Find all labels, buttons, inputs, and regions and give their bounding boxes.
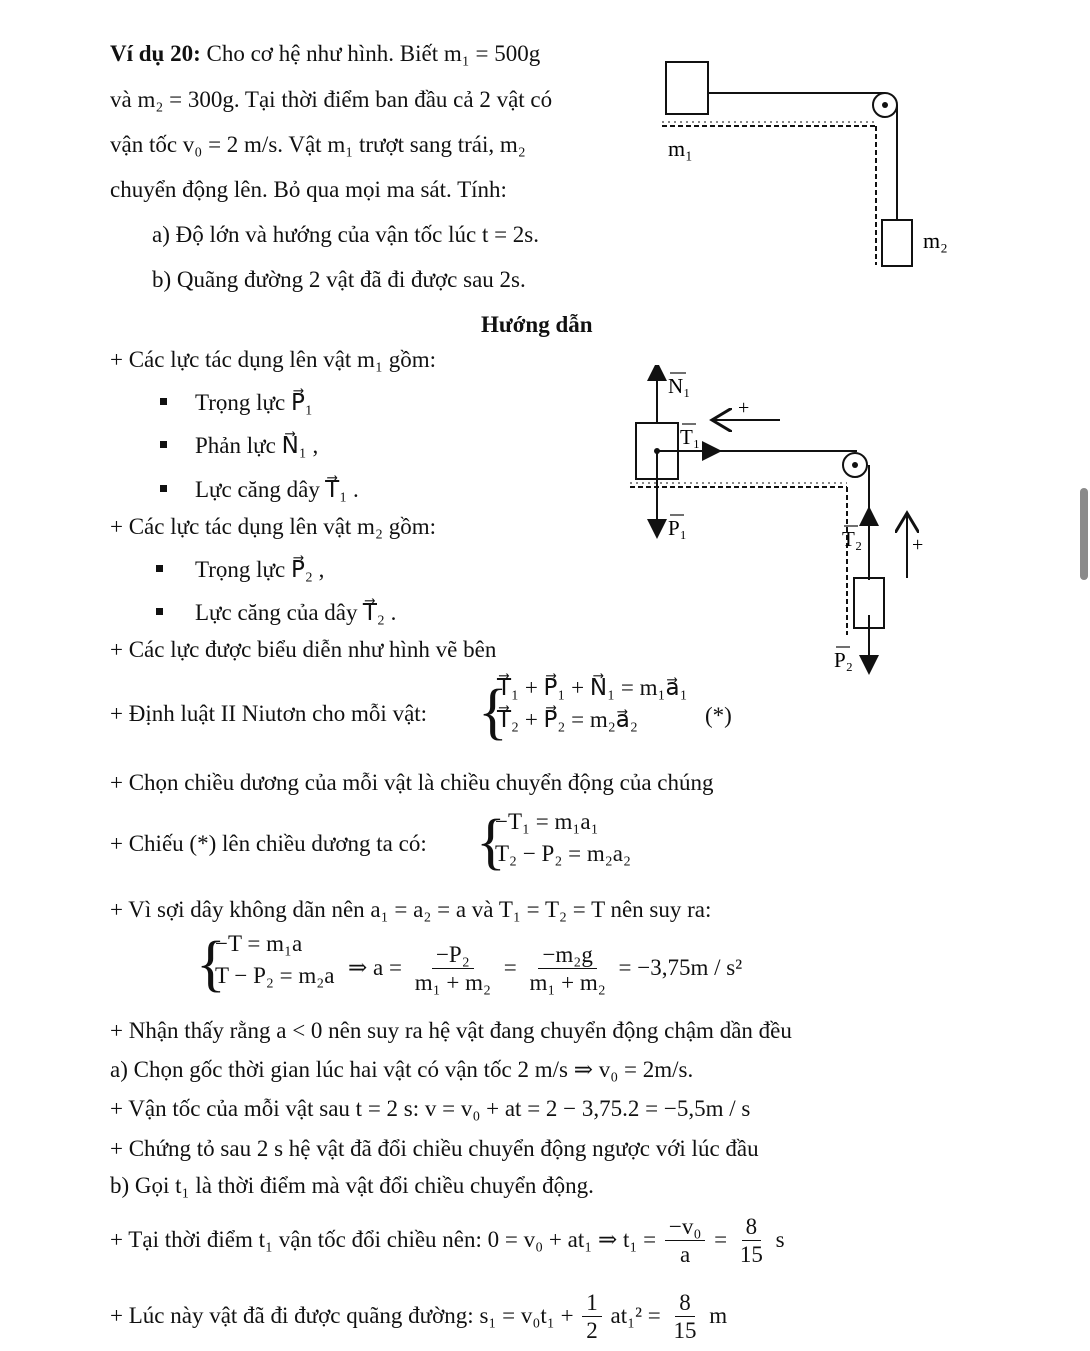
observation: + Nhận thấy rằng a < 0 nên suy ra hệ vật đang chuyển động chậm dần đều	[110, 1018, 792, 1043]
sys-eq1: −T = m₁a	[215, 931, 303, 956]
newton-label: + Định luật II Niutơn cho mỗi vật:	[110, 701, 428, 726]
proj-eq2: T₂ − P₂ = m₂a₂	[495, 841, 631, 866]
fraction: $\frac{8}{15}$	[739, 1214, 763, 1268]
block-m2	[882, 220, 912, 266]
newton-eq1: T⃗₁ + P⃗₁ + N⃗₁ = m₁a⃗₁	[497, 675, 688, 700]
star-label: (*)	[705, 703, 732, 728]
label-n1: N₁	[668, 374, 691, 398]
block-m1	[666, 62, 708, 114]
bullet	[160, 441, 167, 448]
newton-eq2: T⃗₂ + P⃗₂ = m₂a⃗₂	[497, 707, 638, 732]
question-b: b) Quãng đường 2 vật đã đi được sau 2s.	[152, 267, 526, 292]
projection-label: + Chiếu (*) lên chiều dương ta có:	[110, 831, 427, 856]
force-diagram	[620, 365, 940, 685]
pulley-figure	[640, 50, 970, 280]
proj-eq1: −T₁ = m₁a₁	[495, 809, 599, 834]
problem-line-3: vận tốc v₀ = 2 m/s. Vật m₁ trượt sang trái, m₂	[110, 132, 526, 157]
problem-line-4: chuyển động lên. Bỏ qua mọi ma sát. Tính:	[110, 177, 507, 202]
sys-eq2: T − P₂ = m₂a	[215, 963, 335, 988]
force-t2: Lực căng của dây T⃗₂ .	[195, 600, 397, 625]
label-t1: T₁	[680, 425, 701, 449]
bullet	[160, 398, 167, 405]
projection-system	[495, 806, 631, 870]
example-title: Ví dụ 20:	[110, 41, 201, 66]
forces-shown: + Các lực được biểu diễn như hình vẽ bên	[110, 637, 497, 662]
force-p2: Trọng lực P⃗₂ ,	[195, 557, 325, 582]
bullet	[156, 608, 163, 615]
acceleration-formula: ⇒ a = $\frac{\text{−P₂}}{\text{m₁ + m₂}}$ = $\frac{\text{−m₂g}}{\text{m₁ + m₂}}$ = −3,75m / s²	[348, 942, 743, 996]
fraction: $\frac{1}{2}$	[582, 1290, 602, 1345]
forces-m2-heading: + Các lực tác dụng lên vật m₂ gồm:	[110, 514, 436, 539]
fraction: $\frac{8}{15}$	[673, 1290, 697, 1344]
inextensible-rope: + Vì sợi dây không dãn nên a₁ = a₂ = a và T₁ = T₂ = T nên suy ra:	[110, 897, 712, 922]
velocity-calc: + Vận tốc của mỗi vật sau t = 2 s: v = v₀ + at = 2 − 3,75.2 = −5,5m / s	[110, 1096, 751, 1121]
newton-system	[497, 672, 688, 736]
combined-system	[215, 928, 335, 992]
forces-m1-heading: + Các lực tác dụng lên vật m₁ gồm:	[110, 347, 436, 372]
brace: {	[196, 930, 226, 998]
plus-sign-m1: +	[738, 397, 750, 419]
bullet	[156, 565, 163, 572]
problem-line-2: và m₂ = 300g. Tại thời điểm ban đầu cả 2 vật có	[110, 87, 553, 112]
label-m1: m₁	[668, 136, 693, 161]
part-b: b) Gọi t₁ là thời điểm mà vật đổi chiều chuyển động.	[110, 1173, 594, 1198]
label-p1: P₁	[668, 516, 688, 540]
question-a: a) Độ lớn và hướng của vận tốc lúc t = 2s.	[152, 222, 540, 247]
guide-heading: Hướng dẫn	[481, 312, 593, 337]
problem-line-1: Ví dụ 20: Cho cơ hệ như hình. Biết m₁ = 500g	[110, 41, 541, 66]
force-n1: Phản lực N⃗₁ ,	[195, 433, 319, 458]
fraction: $\frac{\text{−P₂}}{\text{m₁ + m₂}}$	[414, 942, 491, 996]
force-t1: Lực căng dây T⃗₁ .	[195, 477, 359, 502]
brace: {	[478, 678, 508, 746]
t1-calc: + Tại thời điểm t₁ vận tốc đổi chiều nên: 0 = v₀ + at₁ ⇒ t₁ = $\frac{\text{−v₀}}{a}$ = $\frac{8}{15}$ s	[110, 1214, 785, 1268]
bullet	[160, 485, 167, 492]
brace: {	[476, 808, 506, 876]
label-t2: T₂	[842, 527, 863, 551]
force-p1: Trọng lực P⃗₁	[195, 390, 313, 415]
part-a: a) Chọn gốc thời gian lúc hai vật có vận tốc 2 m/s ⇒ v₀ = 2m/s.	[110, 1057, 694, 1082]
fraction: $\frac{\text{−v₀}}{a}$	[665, 1214, 706, 1269]
reverse-direction: + Chứng tỏ sau 2 s hệ vật đã đổi chiều chuyển động ngược với lúc đầu	[110, 1136, 759, 1161]
scrollbar[interactable]	[1080, 488, 1088, 580]
label-p2: P₂	[834, 648, 854, 672]
plus-sign-m2: +	[912, 534, 924, 556]
choose-direction: + Chọn chiều dương của mỗi vật là chiều chuyển động của chúng	[110, 770, 714, 795]
s1-calc: + Lúc này vật đã đi được quãng đường: s₁ = v₀t₁ + $\frac{1}{2}$ at₁² = $\frac{8}{15}$ m	[110, 1290, 728, 1344]
label-m2: m₂	[923, 228, 948, 253]
fraction: $\frac{\text{−m₂g}}{\text{m₁ + m₂}}$	[529, 942, 606, 996]
